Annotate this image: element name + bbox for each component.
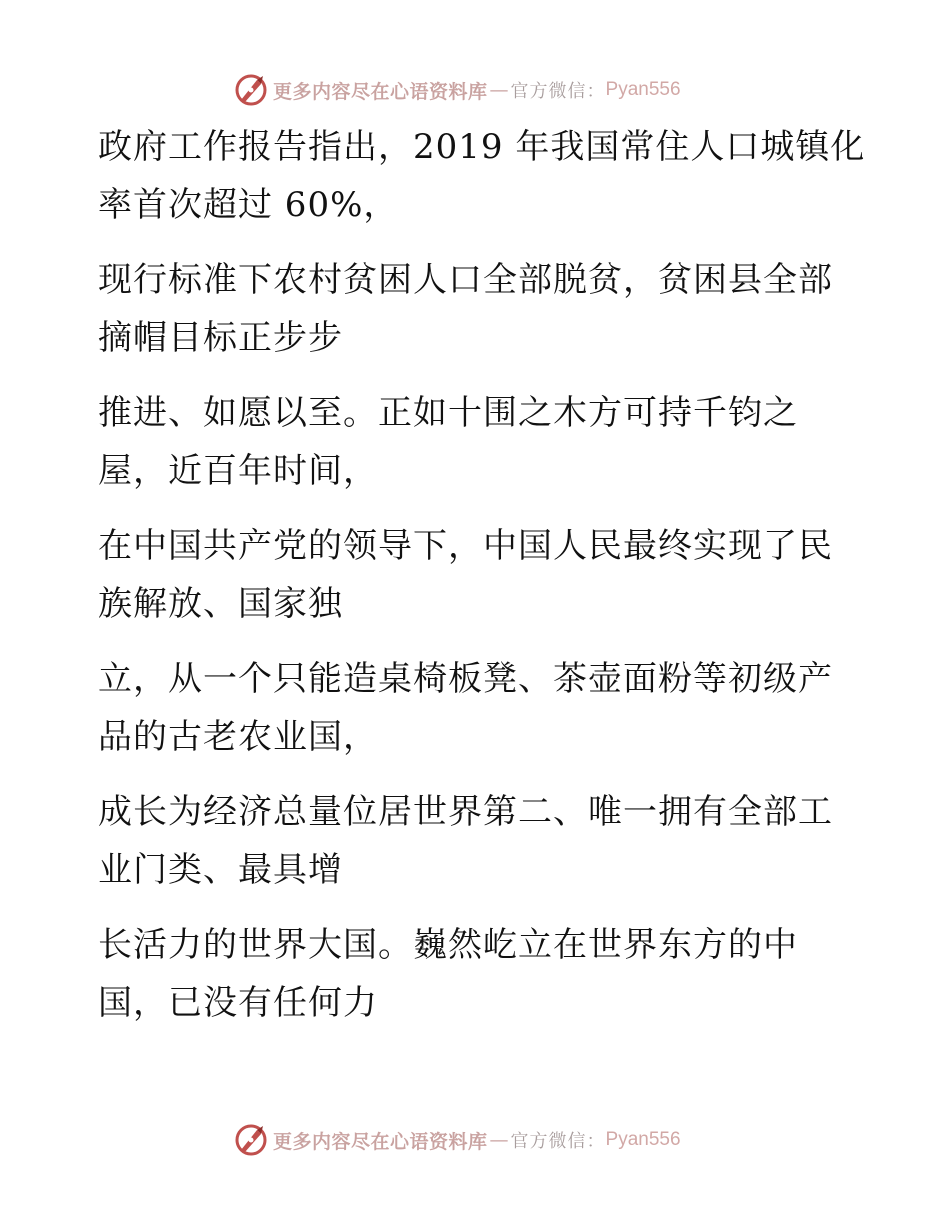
paragraph-6-line-1: 成长为经济总量位居世界第二、唯一拥有全部工 — [98, 792, 833, 832]
banner-wechat-label: 官方微信： — [510, 1131, 606, 1152]
paragraph-3-line-2: 屋，近百年时间， — [98, 451, 378, 491]
paragraph-5-line-2: 品的古老农业国， — [98, 717, 378, 757]
banner-lead-text: 更多内容尽在心语资料库 — [273, 80, 488, 103]
paragraph-6-line-2: 业门类、最具增 — [98, 850, 343, 890]
footer-banner-content — [233, 1120, 681, 1160]
paragraph-break — [98, 899, 858, 916]
paragraph-7-line-2: 国，已没有任何力 — [98, 983, 378, 1023]
paragraph-break — [98, 633, 858, 650]
header-banner-content — [233, 70, 681, 110]
document-body — [98, 118, 866, 1032]
paragraph-4-line-2: 族解放、国家独 — [98, 584, 343, 624]
paragraph-7-line-1: 长活力的世界大国。巍然屹立在世界东方的中 — [98, 925, 798, 965]
paragraph-break — [98, 500, 858, 517]
header-banner — [0, 70, 950, 110]
paragraph-2-line-2: 摘帽目标正步步 — [98, 318, 343, 358]
paragraph-5-line-1: 立，从一个只能造桌椅板凳、茶壶面粉等初级产 — [98, 659, 833, 699]
paragraph-1-line-2: 率首次超过 60%， — [98, 185, 399, 225]
paragraph-3-line-1: 推进、如愿以至。正如十围之木方可持千钧之 — [98, 393, 798, 433]
paragraph-4-line-1: 在中国共产党的领导下，中国人民最终实现了民 — [98, 526, 833, 566]
banner-wechat-id: Pyan556 — [605, 1129, 681, 1150]
banner-wechat-label: 官方微信： — [510, 81, 606, 102]
banner-lead-text: 更多内容尽在心语资料库 — [273, 1130, 488, 1153]
quill-pen-logo-icon — [233, 72, 269, 108]
footer-banner — [0, 1120, 950, 1160]
paragraph-2-line-1: 现行标准下农村贫困人口全部脱贫，贫困县全部 — [98, 260, 833, 300]
paragraph-break — [98, 367, 858, 384]
quill-pen-logo-icon — [233, 1122, 269, 1158]
paragraph-break — [98, 234, 858, 251]
banner-dash: — — [489, 1129, 509, 1151]
banner-wechat-id: Pyan556 — [605, 79, 681, 100]
banner-dash: — — [489, 79, 509, 101]
paragraph-break — [98, 766, 858, 783]
paragraph-1-line-1: 政府工作报告指出，2019 年我国常住人口城镇化 — [98, 127, 866, 167]
